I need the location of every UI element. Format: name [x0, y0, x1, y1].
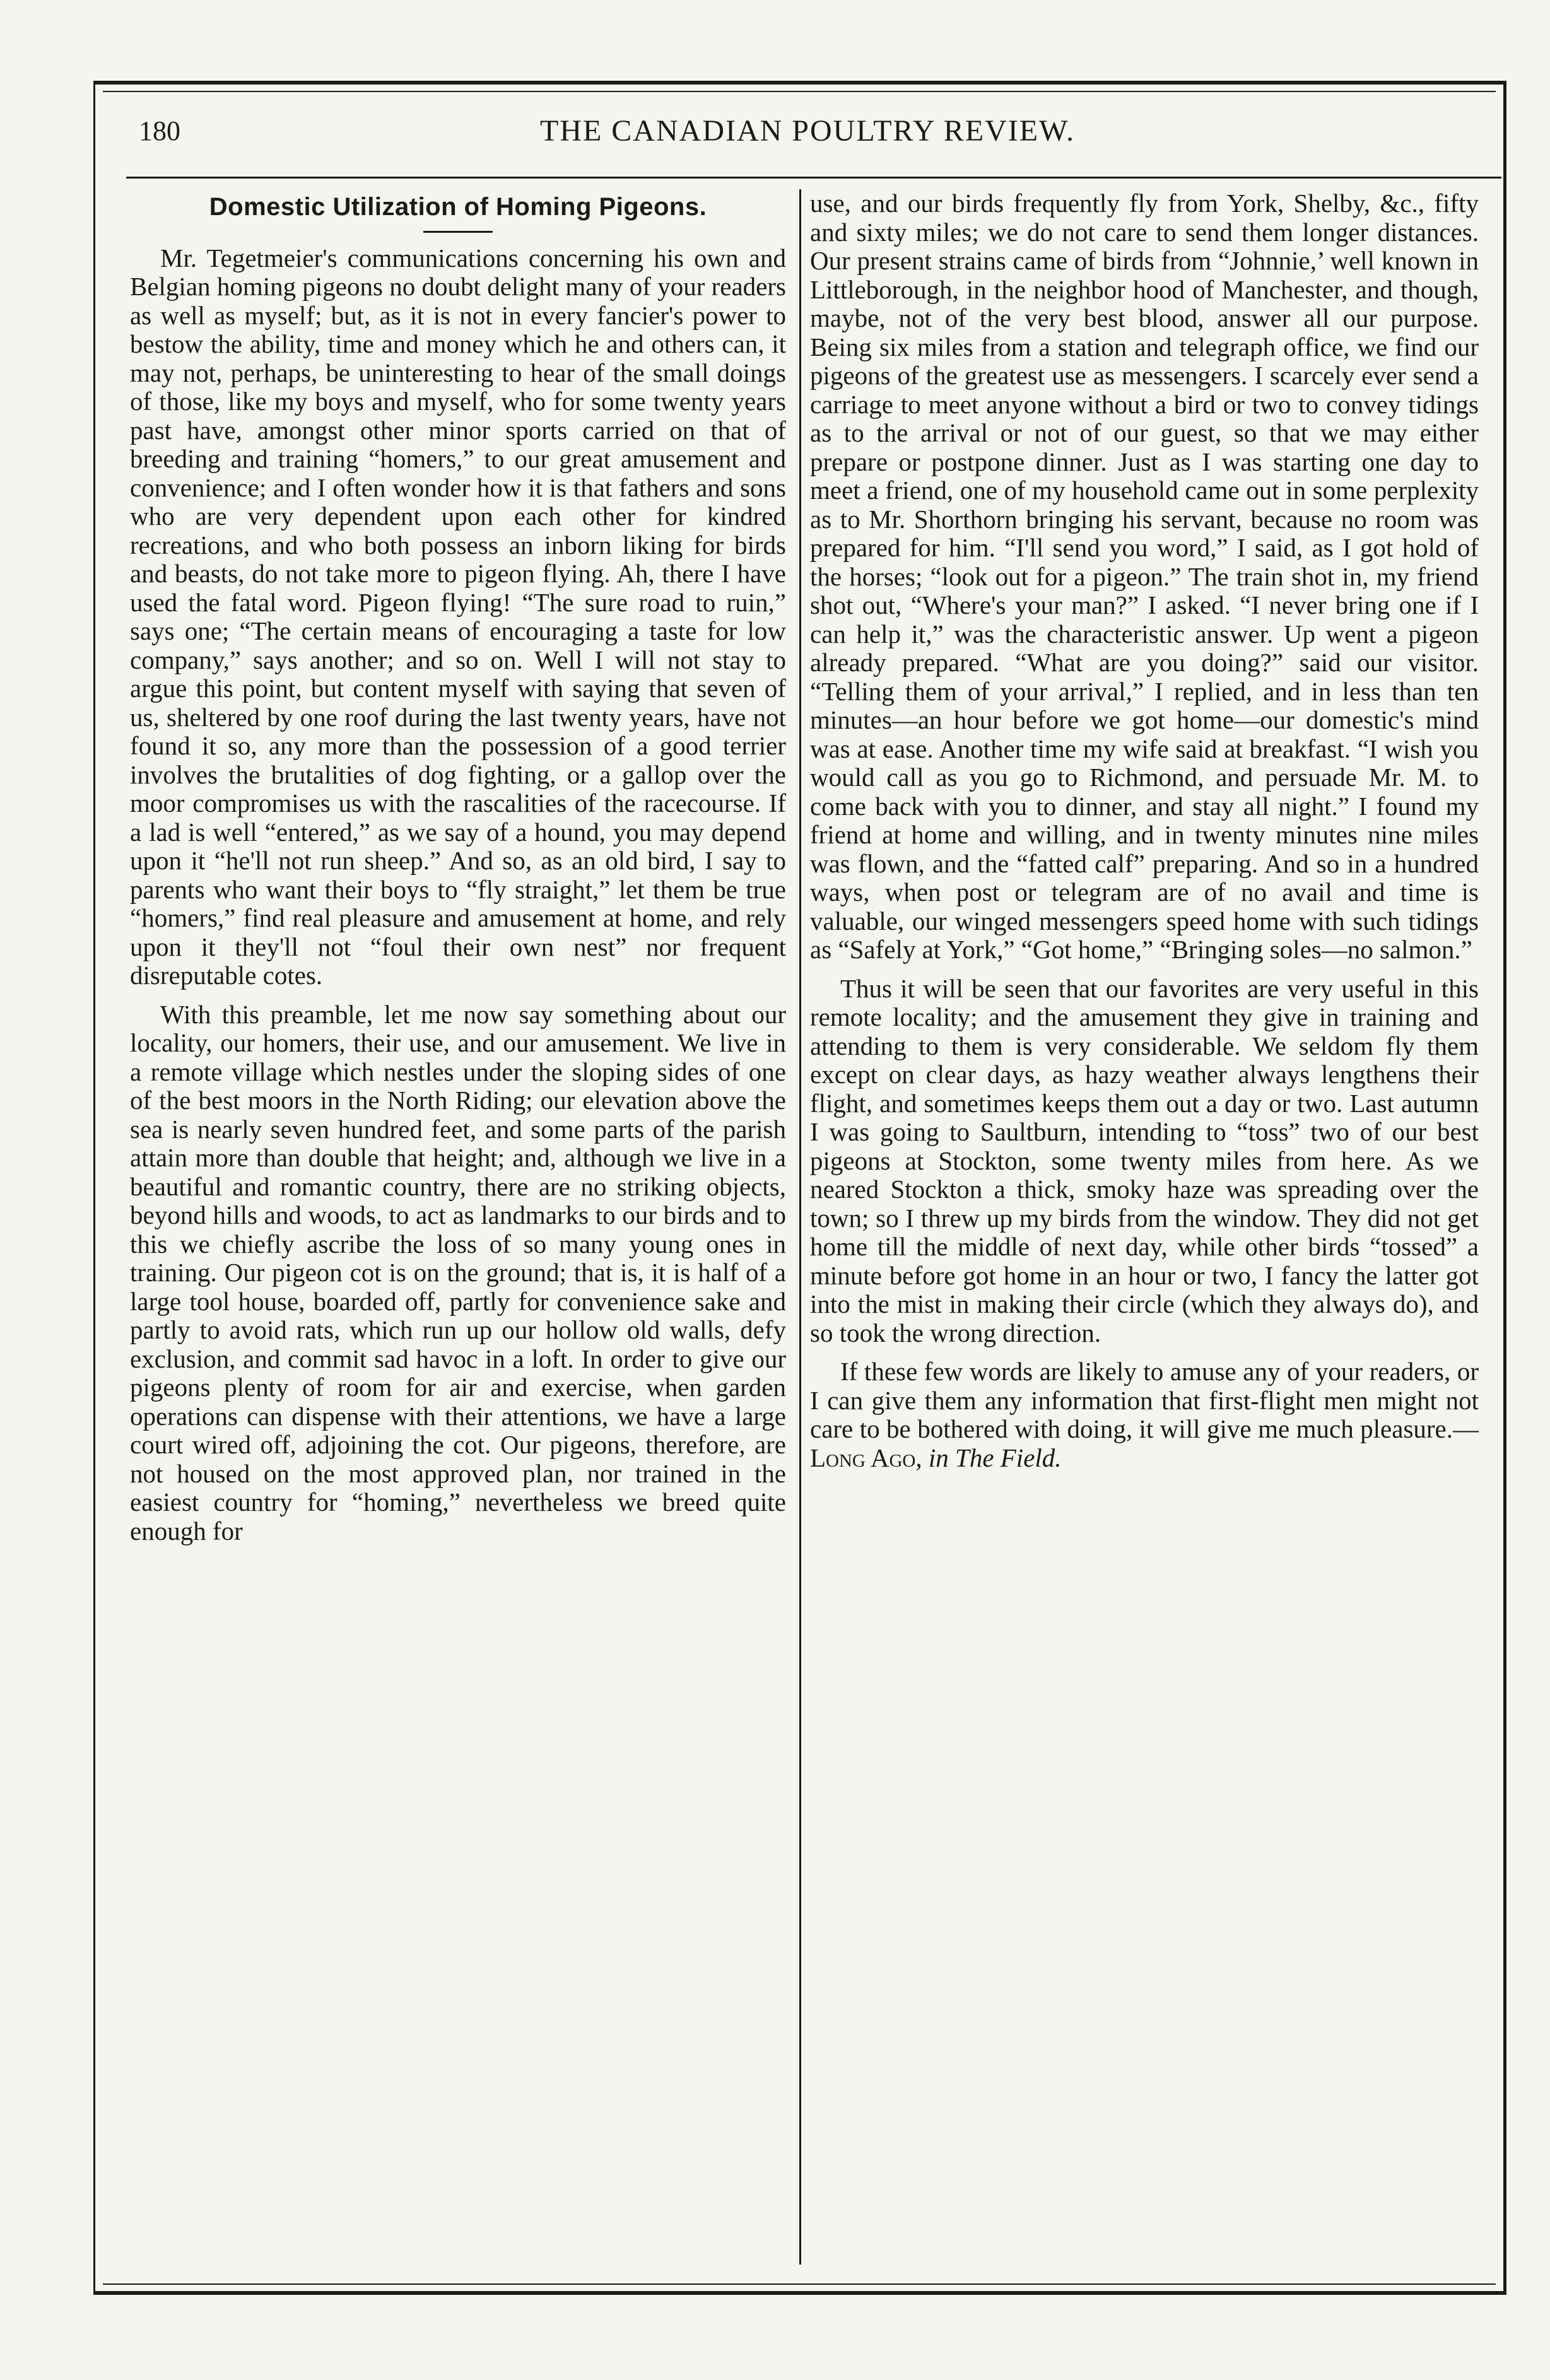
signoff-author: Long Ago	[810, 1443, 916, 1472]
paragraph-3: Thus it will be seen that our favorites are very useful in this remote locality; and the amusement they give in training and attending to them is very considerable. We seldom fly them except on clear days, as hazy weather always lengthens their flight, and sometimes keeps them out a day or two. Last autumn I was going to Saultburn, intending to “toss” two of our best pigeons at Stockton, some twenty miles from here. As we neared Stockton a thick, smoky haze was spreading over the town; so I threw up my birds from the window. They did not get home till the middle of next day, while other birds “tossed” a minute before got home in an hour or two, I fancy the latter got into the mist in making their circle (which they always do), and so took the wrong direction.	[810, 973, 1479, 1347]
page-number: 180	[139, 115, 180, 146]
column-divider	[799, 189, 801, 2265]
paragraph-2-continued: use, and our birds frequently fly from York, Shelby, &c., fifty and sixty miles; we do not care to send them longer distances. Our present strains came of birds from “Johnnie,’ well known in Littleborough, in the neighbor hood of Manchester, and though, maybe, not of the very best blood, answer all our purpose. Being six miles from a station and telegraph office, we find our pigeons of the greatest use as messengers. I scarcely ever send a carriage to meet anyone without a bird or two to convey tidings as to the arrival or not of our guest, so that we may either prepare or postpone dinner. Just as I was starting one day to meet a friend, one of my household came out in some perplexity as to Mr. Shorthorn bringing his servant, because no room was prepared for him. “I'll send you word,” I said, as I got hold of the horses; “look out for a pigeon.” The train shot in, my friend shot out, “Where's your man?” I asked. “I never bring one if I can help it,” was the characteristic answer. Up went a pigeon already prepared. “What are you doing?” said our visitor. “Telling them of your arrival,” I replied, and in less than ten minutes—an hour before we got home—our domestic's mind was at ease. Another time my wife said at breakfast. “I wish you would call as you go to Richmond, and persuade Mr. M. to come back with you to dinner, and stay all night.” I found my friend at home and willing, and in twenty minutes nine miles was flown, and the “fatted calf” preparing. And so in a hundred ways, when post or telegram are of no avail and time is valuable, our winged messengers speed home with such tidings as “Safely at York,” “Got home,” “Bringing soles—no salmon.”	[810, 189, 1479, 964]
left-column	[130, 189, 786, 2271]
running-head	[126, 106, 1489, 156]
title-dash	[423, 231, 493, 233]
paragraph-2: With this preamble, let me now say something about our locality, our homers, their use, and our amusement. We live in a remote village which nestles under the sloping sides of one of the best moors in the North Riding; our elevation above the sea is nearly seven hundred feet, and some parts of the parish attain more than double that height; and, although we live in a beautiful and romantic country, there are no striking objects, beyond hills and woods, to act as landmarks to our birds and to this we chiefly ascribe the loss of so many young ones in training. Our pigeon cot is on the ground; that is, it is half of a large tool house, boarded off, partly for convenience sake and partly to avoid rats, which run up our hollow old walls, defy exclusion, and commit sad havoc in a loft. In order to give our pigeons plenty of room for air and exercise, when garden operations can dispense with their attentions, we have a large court wired off, adjoining the cot. Our pigeons, therefore, are not housed on the most approved plan, nor trained in the easiest country for “homing,” nevertheless we breed quite enough for	[130, 999, 786, 1545]
paragraph-4-text: If these few words are likely to amuse any of your readers, or I can give them any information that first-flight men might not care to be bothered with doing, it will give me much pleasure.—	[810, 1357, 1479, 1443]
signoff	[810, 1443, 1062, 1472]
paragraph-4	[810, 1357, 1479, 1472]
article-title: Domestic Utilization of Homing Pigeons.	[209, 193, 707, 221]
signoff-separator: ,	[915, 1443, 929, 1472]
paragraph-1: Mr. Tegetmeier's communications concerning his own and Belgian homing pigeons no doubt delight many of your readers as well as myself; but, as it is not in every fancier's power to bestow the ability, time and money which he and others can, it may not, perhaps, be uninteresting to hear of the small doings of those, like my boys and myself, who for some twenty years past have, amongst other minor sports carried on that of breeding and training “homers,” to our great amusement and convenience; and I often wonder how it is that fathers and sons who are very dependent upon each other for kindred recreations, and who both possess an inborn liking for birds and beasts, do not take more to pigeon flying. Ah, there I have used the fatal word. Pigeon flying! “The sure road to ruin,” says one; “The certain means of encouraging a taste for low company,” says another; and so on. Well I will not stay to argue this point, but content myself with saying that seven of us, sheltered by one roof during the last twenty years, have not found it so, any more than the possession of a good terrier involves the brutalities of dog fighting, or a gallop over the moor compromises us with the rascalities of the racecourse. If a lad is well “entered,” as we say of a hound, you may depend upon it “he'll not run sheep.” And so, as an old bird, I say to parents who want their boys to “fly straight,” let them be true “homers,” find real pleasure and amusement at home, and rely upon it they'll not “foul their own nest” nor frequent disreputable cotes.	[130, 243, 786, 990]
header-rule	[126, 177, 1501, 179]
signoff-source-prefix: in	[928, 1443, 956, 1472]
right-column	[810, 189, 1479, 2271]
journal-title: THE CANADIAN POULTRY REVIEW.	[540, 114, 1075, 148]
signoff-source: The Field.	[955, 1443, 1062, 1472]
